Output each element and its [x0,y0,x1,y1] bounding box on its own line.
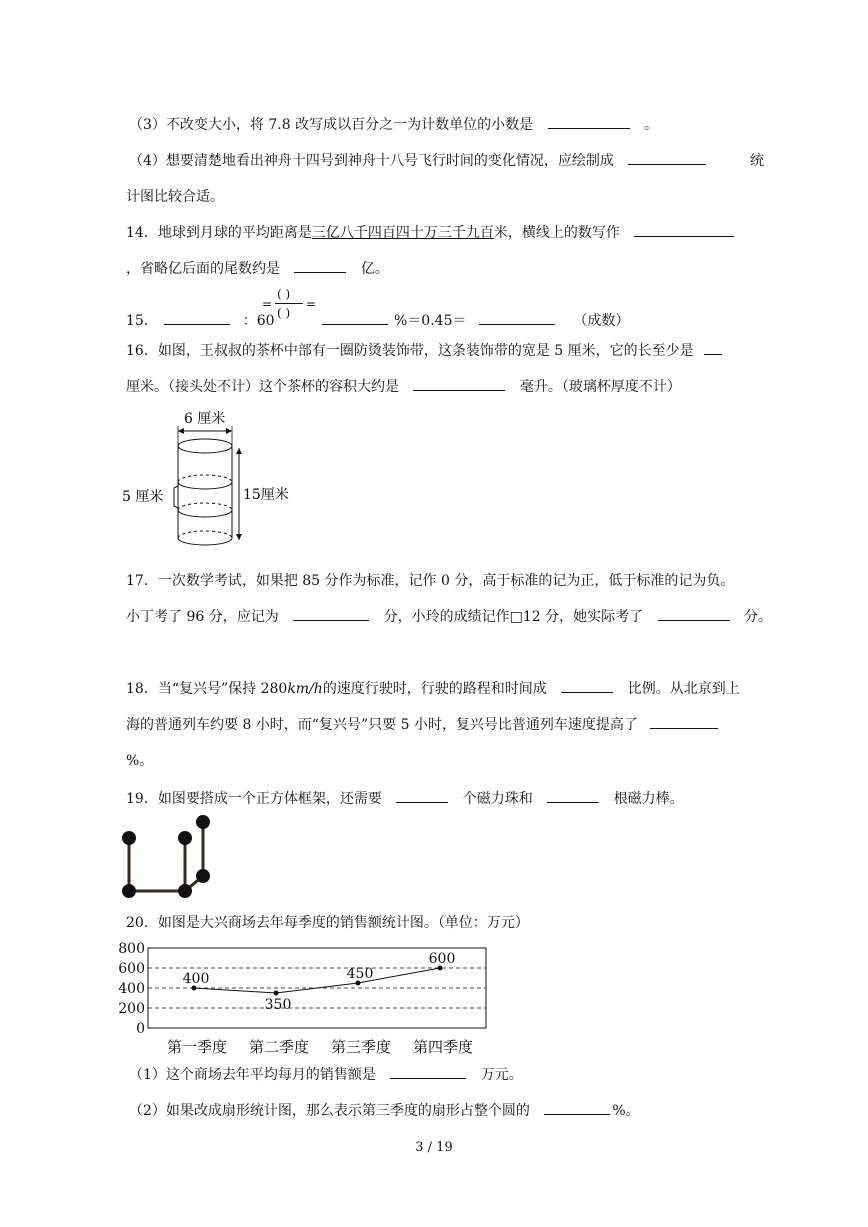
q15-eq-left: = [262,297,273,311]
q15-percent: %＝0.45＝ [394,313,467,329]
magnet-bead [122,831,136,845]
question-14 [126,222,734,242]
question-18-end [126,750,153,770]
q14-cont-end: 亿。 [360,261,389,277]
y-tick-label: 0 [136,1021,145,1037]
series-line [194,968,440,993]
q20-part1 [129,1064,523,1084]
answer-blank[interactable] [293,606,369,621]
q20-part1-end: 万元。 [480,1067,523,1083]
q18-unit: km/h [287,681,323,697]
q19-text-a: 19．如图要搭成一个正方体框架，还需要 [126,791,382,807]
q14-cont-text: ，省略亿后面的尾数约是 [126,261,280,277]
answer-blank[interactable] [561,678,613,693]
answer-blank[interactable] [396,788,448,803]
q20-part2-end: %。 [612,1103,640,1119]
answer-blank[interactable] [547,788,599,803]
y-tick-label: 600 [118,961,145,977]
q15-ratio: ：60 [242,313,275,329]
question-20 [126,912,529,932]
magnet-bead [196,869,210,883]
data-label: 400 [182,971,210,987]
q15-eq-right: = [306,297,317,311]
q16-cont-text: 厘米。（接头处不计）这个茶杯的容积大约是 [126,379,399,395]
q18-text-line3: %。 [126,753,154,769]
answer-blank[interactable] [548,114,630,129]
q14-number: 14． [126,225,158,241]
q20-part2 [129,1100,640,1120]
q19-text-c: 根磁力棒。 [613,791,684,807]
q20-part1-text: （1）这个商场去年平均每月的销售额是 [129,1067,376,1083]
answer-blank[interactable] [628,150,706,165]
question-17-cont [126,606,772,626]
q14-underlined-number: 三亿八千四百四十万三千九百 [311,225,494,241]
x-tick-label: 第四季度 [412,1038,474,1056]
q13-part4 [129,150,716,170]
magnet-bead [178,831,192,845]
q13-part3-text: （3）不改变大小，将 7.8 改写成以百分之一为计数单位的小数是 [129,117,534,133]
q17-text-a: 小丁考了 96 分，应记为 [126,609,279,625]
y-tick-label: 200 [118,1001,145,1017]
cup-left-label: 5 厘米 [122,489,164,505]
question-16 [126,340,722,360]
q14-text: 地球到月球的平均距离是 [157,225,312,241]
answer-blank[interactable] [164,310,230,325]
data-label: 350 [264,997,292,1013]
question-15-rest [322,310,629,330]
cube-frame-figure [118,812,218,898]
q14-text-post: 米，横线上的数写作 [493,225,620,241]
answer-blank[interactable] [390,1064,466,1079]
data-label: 450 [346,966,374,982]
answer-blank[interactable] [479,310,555,325]
cup-right-label: 15厘米 [243,487,289,503]
question-16-cont [126,376,681,396]
sales-line-chart [112,940,492,1060]
q15-number: 15． [126,313,158,329]
cup-top-label: 6 厘米 [184,411,226,427]
answer-blank[interactable] [294,258,346,273]
magnet-bead [178,884,192,898]
x-tick-label: 第二季度 [248,1038,310,1056]
question-18-cont [126,714,718,734]
cup-figure [118,406,308,556]
q13-part3 [129,114,658,134]
q15-denominator: ( ) [277,306,291,320]
q18-text-line2: 海的普通列车约要 8 小时，而“复兴号”只要 5 小时，复兴号比普通列车速度提高了 [126,717,638,733]
answer-blank[interactable] [413,376,505,391]
answer-blank[interactable] [658,606,730,621]
q13-part4-text: （4）想要清楚地看出神舟十四号到神舟十八号飞行时间的变化情况，应绘制成 [129,153,614,169]
question-18 [126,678,740,698]
x-tick-label: 第一季度 [166,1038,228,1056]
question-19 [126,788,684,808]
q17-text-b: 分，小玲的成绩记作□12 分，她实际考了 [383,609,644,625]
q13-part4-tail-text: 统 [750,153,764,169]
x-tick-label: 第三季度 [330,1038,392,1056]
q13-part4-tail [750,150,764,170]
answer-blank[interactable] [322,310,388,325]
answer-blank[interactable] [634,222,734,237]
q13-part3-end: 。 [643,117,658,133]
q20-part2-text: （2）如果改成扇形统计图，那么表示第三季度的扇形占整个圆的 [129,1103,530,1119]
y-tick-label: 800 [118,941,145,957]
q16-cont-end: 毫升。（玻璃杯厚度不计） [519,379,681,395]
question-14-cont [126,258,389,278]
data-point [274,991,279,996]
data-label: 600 [428,951,456,967]
q16-text: 16．如图，王叔叔的茶杯中部有一圈防烫装饰带，这条装饰带的宽是 5 厘米，它的长至少是 [126,343,694,359]
y-tick-label: 400 [118,981,145,997]
q17-text-c: 分。 [744,609,773,625]
q18-text-b: 的速度行驶时，行驶的路程和时间成 [322,681,547,697]
magnet-bead [122,884,136,898]
answer-blank[interactable] [544,1100,610,1115]
q13-part4-cont-text: 计图比较合适。 [126,189,224,205]
q15-fraction [262,287,318,327]
answer-blank[interactable] [650,714,718,729]
q15-numerator: ( ) [277,287,291,301]
q18-text-c: 比例。从北京到上 [627,681,740,697]
magnet-bead [196,815,210,829]
q18-text-a: 18．当“复兴号”保持 280 [126,681,288,697]
q13-part4-cont [126,186,224,206]
q17-text: 17．一次数学考试，如果把 85 分作为标准，记作 0 分，高于标准的记为正，低于标准的记为负。 [126,573,735,589]
q15-tail: （成数） [573,313,630,329]
question-17 [126,570,734,590]
fraction-bar [275,303,303,304]
q19-text-b: 个磁力珠和 [462,791,533,807]
answer-blank[interactable] [704,340,722,355]
question-15 [126,310,275,330]
page-number: 3 / 19 [415,1140,453,1155]
q20-title: 20．如图是大兴商场去年每季度的销售额统计图。（单位：万元） [126,915,529,931]
